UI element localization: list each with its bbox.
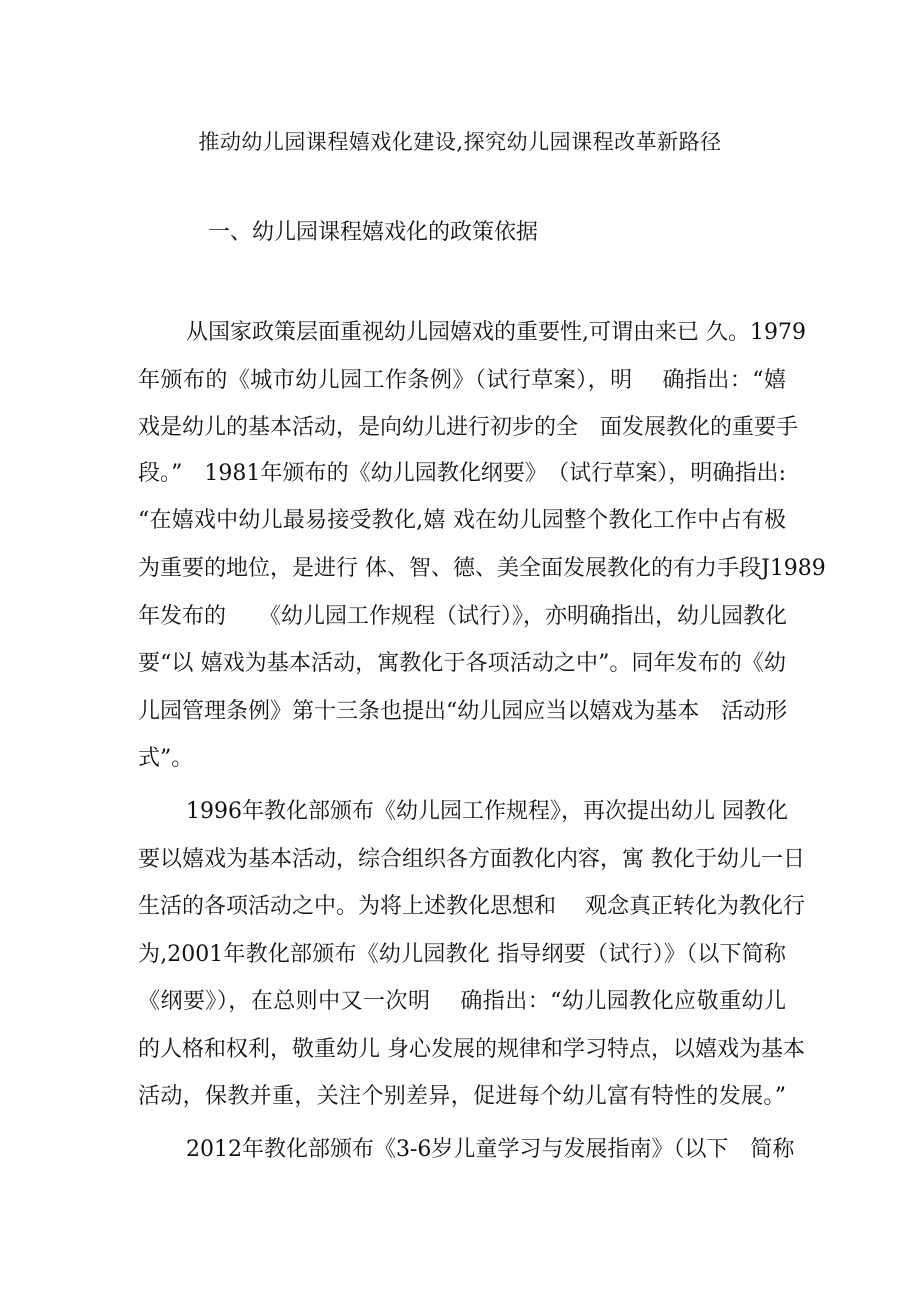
paragraph-1-line-4: 段。” 1981年颁布的《幼儿园教化纲要》 （试行草案），明确指出: (138, 461, 786, 486)
paragraph-2-line-4: 为,2001年教化部颁布《幼儿园教化 指导纲要（试行）》（以下简称 (138, 942, 786, 967)
paragraph-1-line-6: 为重要的地位，是进行 体、智、德、美全面发展教化的有力手段J1989 (138, 556, 826, 581)
paragraph-2-line-3: 生活的各项活动之中。为将上述教化思想和 观念真正转化为教化行 (138, 894, 805, 919)
paragraph-1-line-5: “在嬉戏中幼儿最易接受教化,嬉 戏在幼儿园整个教化工作中占有极 (138, 508, 786, 533)
paragraph-2-line-6: 的人格和权利，敬重幼儿 身心发展的规律和学习特点，以嬉戏为基本 (138, 1037, 805, 1062)
paragraph-2-line-5: 《纲要》），在总则中又一次明 确指出：“幼儿园教化应敬重幼儿 (138, 989, 786, 1014)
paragraph-1-line-2: 年颁布的《城市幼儿园工作条例》（试行草案），明 确指出：“嬉 (138, 368, 786, 393)
paragraph-1-line-8: 要“以 嬉戏为基本活动，寓教化于各项活动之中”。同年发布的《幼 (138, 651, 786, 676)
paragraph-2-line-1: 1996年教化部颁布《幼儿园工作规程》，再次提出幼儿 园教化 (186, 799, 788, 824)
document-title: 推动幼儿园课程嬉戏化建设,探究幼儿园课程改革新路径 (198, 130, 722, 154)
paragraph-1-line-10: 式”。 (138, 746, 194, 771)
paragraph-1-line-9: 儿园管理条例》第十三条也提出“幼儿园应当以嬉戏为基本 活动形 (138, 699, 788, 724)
paragraph-2-line-7: 活动，保教并重，关注个别差异，促进每个幼儿富有特性的发展。” (138, 1084, 786, 1109)
paragraph-1-line-3: 戏是幼儿的基本活动，是向幼儿进行初步的全 面发展教化的重要手 (138, 415, 799, 440)
paragraph-1-line-1: 从国家政策层面重视幼儿园嬉戏的重要性,可谓由来已 久。1979 (186, 320, 806, 345)
paragraph-1-line-7: 年发布的 《幼儿园工作规程（试行）》，亦明确指出，幼儿园教化 (138, 604, 788, 629)
paragraph-3-line-1: 2012年教化部颁布《3-6岁儿童学习与发展指南》（以下 简称 (186, 1137, 795, 1162)
section-heading: 一、幼儿园课程嬉戏化的政策依据 (208, 220, 539, 245)
paragraph-2-line-2: 要以嬉戏为基本活动，综合组织各方面教化内容，寓 教化于幼儿一日 (138, 847, 805, 872)
